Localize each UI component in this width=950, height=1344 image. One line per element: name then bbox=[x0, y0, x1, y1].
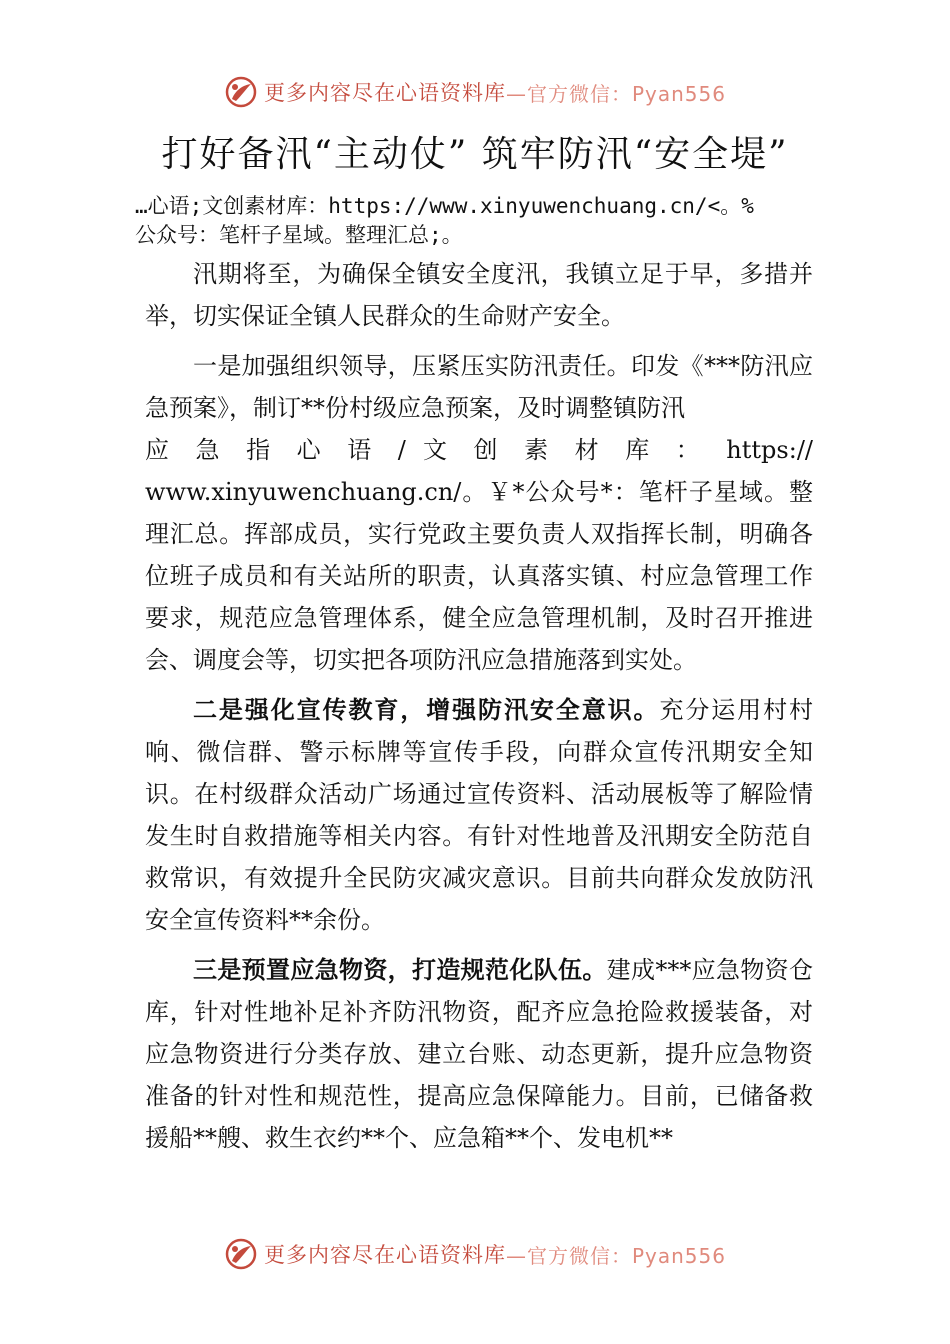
paragraph-1 bbox=[145, 345, 813, 429]
paragraph-2-text: 充分运用村村响、微信群、警示标牌等宣传手段，向群众宣传汛期安全知识。在村级群众活动广场通过宣传资料、活动展板等了解险情发生时自救措施等相关内容。有针对性地普及汛期安全防范自救常识，有效提升全民防灾减灾意识。目前共向群众发放防汛安全宣传资料**余份。 bbox=[145, 696, 814, 934]
paragraph-1-text-a: 一是加强组织领导，压紧压实防汛责任。印发《***防汛应急预案》，制订**份村级应急预案，及时调整镇防汛 bbox=[145, 352, 813, 422]
brand-logo-icon bbox=[224, 75, 258, 109]
banner-wechat-id: —官方微信：Pyan556 bbox=[505, 1243, 726, 1268]
banner-text: 更多内容尽在心语资料库 bbox=[263, 81, 506, 105]
paragraph-3-lead: 三是预置应急物资，打造规范化队伍。 bbox=[193, 956, 607, 984]
paragraph-1-spread-line: 应 急 指 心 语 / 文 创 素 材 库 ： https:// bbox=[145, 436, 813, 464]
header-watermark-banner bbox=[0, 70, 950, 114]
paragraph-2 bbox=[145, 689, 813, 941]
source-note bbox=[135, 192, 825, 250]
banner-text: 更多内容尽在心语资料库 bbox=[263, 1243, 506, 1267]
footer-watermark-banner bbox=[0, 1232, 950, 1276]
paragraph-2-lead: 二是强化宣传教育，增强防汛安全意识。 bbox=[193, 696, 660, 724]
paragraph-1-continued: www.xinyuwenchuang.cn/。￥*公众号*：笔杆子星域。整理汇总。挥部成员，实行党政主要负责人双指挥长制，明确各位班子成员和有关站所的职责，认真落实镇、村应急管理工作要求，规范应急管理体系，健全应急管理机制，及时召开推进会、调度会等，切实把各项防汛应急措施落到实处。 bbox=[145, 478, 813, 674]
paragraph-3-text: 建成***应急物资仓库，针对性地补足补齐防汛物资，配齐应急抢险救援装备，对应急物资进行分类存放、建立台账、动态更新，提升应急物资准备的针对性和规范性，提高应急保障能力。目前，已储备救援船**艘、救生衣约**个、应急箱**个、发电机** bbox=[145, 956, 814, 1152]
paragraph-intro: 汛期将至，为确保全镇安全度汛，我镇立足于早，多措并举，切实保证全镇人民群众的生命财产安全。 bbox=[145, 260, 813, 330]
source-note-line-1: …心语;文创素材库：https://www.xinyuwenchuang.cn/<。% bbox=[135, 194, 754, 218]
document-body bbox=[145, 253, 813, 1159]
document-title: 打好备汛“主动仗” 筑牢防汛“安全堤” bbox=[161, 134, 789, 175]
banner-wechat-id: —官方微信：Pyan556 bbox=[505, 81, 726, 106]
paragraph-3 bbox=[145, 949, 813, 1159]
brand-logo-icon bbox=[224, 1237, 258, 1271]
source-note-line-2: 公众号：笔杆子星域。整理汇总;。 bbox=[135, 223, 463, 247]
